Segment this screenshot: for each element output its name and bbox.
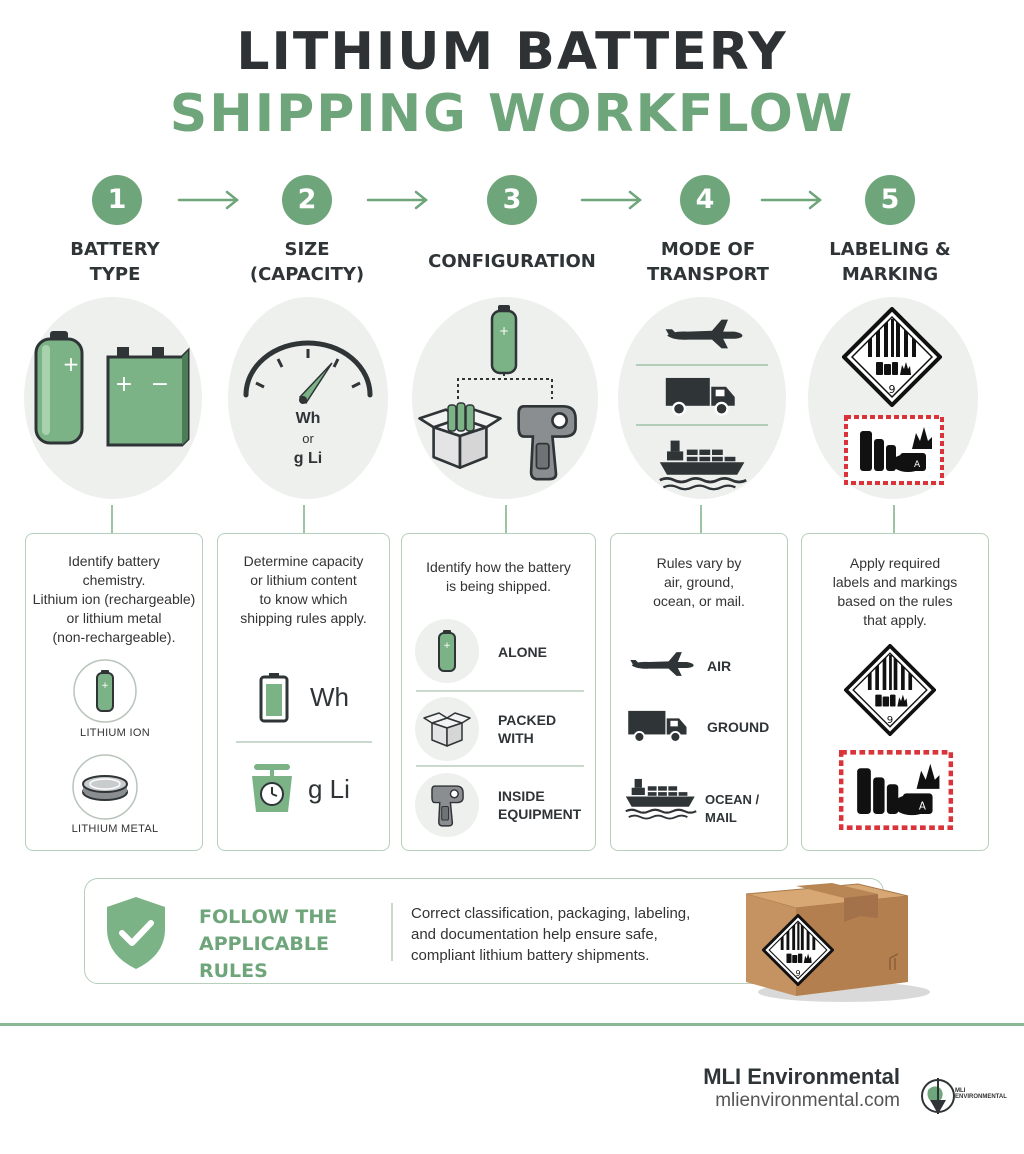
logo-text: MLI ENVIRONMENTAL: [955, 1088, 1007, 1100]
wh-unit: Wh: [310, 682, 349, 712]
step-4-number: 4: [680, 175, 730, 225]
connector-line: [700, 505, 702, 535]
inside-equipment-label: INSIDE EQUIPMENT: [498, 788, 582, 822]
step-4-title: MODE OF TRANSPORT: [647, 239, 769, 285]
hazard-labels-icon: [808, 297, 978, 499]
arrow-right-icon: [760, 188, 824, 212]
step-4-card: [610, 533, 788, 851]
lithium-ion-label: LITHIUM ION: [80, 727, 150, 739]
svg-text:−: −: [150, 372, 170, 397]
divider: [416, 690, 584, 692]
alone-label: ALONE: [498, 644, 547, 660]
svg-text:+: +: [62, 352, 80, 376]
banner-heading: FOLLOW THE APPLICABLE RULES: [199, 906, 338, 982]
page-subtitle: SHIPPING WORKFLOW: [169, 84, 855, 144]
lithium-battery-label-icon: [838, 750, 954, 830]
cylinder-cell-icon: [72, 658, 138, 724]
step-3-number: 3: [487, 175, 537, 225]
step-2-title: SIZE (CAPACITY): [249, 239, 365, 285]
company-name: MLI Environmental: [703, 1064, 900, 1089]
ground-label: GROUND: [707, 719, 770, 735]
g-li-unit: g Li: [308, 774, 350, 804]
step-1-number: 1: [92, 175, 142, 225]
drill-icon: [414, 772, 480, 838]
step-3-card: [401, 533, 596, 851]
scale-icon: [248, 762, 296, 814]
arrow-right-icon: [366, 188, 430, 212]
single-cell-icon: [414, 618, 480, 684]
ship-icon: [623, 776, 699, 820]
packed-with-label: PACKED WITH: [498, 712, 557, 746]
step-3-title: CONFIGURATION: [428, 251, 596, 272]
step-4-description: Rules vary by air, ground, ocean, or mail.: [653, 555, 745, 609]
step-1-description: Identify battery chemistry. Lithium ion (rechargeable) or lithium metal (non-rechargeable).: [32, 553, 196, 645]
truck-icon: [627, 708, 689, 746]
battery-level-icon: [258, 672, 290, 724]
connector-line: [303, 505, 305, 535]
air-label: AIR: [707, 658, 732, 674]
gauge-units: Wh or g Li: [293, 410, 323, 467]
ocean-mail-label: OCEAN / MAIL: [705, 792, 760, 825]
website-link[interactable]: mlienvironmental.com: [715, 1090, 900, 1111]
svg-text:+: +: [114, 372, 134, 397]
arrow-right-icon: [177, 188, 241, 212]
footer-divider: [0, 1023, 1024, 1026]
step-3-description: Identify how the battery is being shipped.: [426, 559, 571, 594]
shipping-box-icon: [740, 866, 940, 1006]
svg-text:+: +: [101, 681, 109, 691]
connector-line: [505, 505, 507, 535]
step-3-icon-circle: [412, 297, 598, 499]
svg-text:+: +: [443, 641, 451, 651]
divider: [236, 741, 372, 743]
divider: [416, 765, 584, 767]
open-box-icon: [414, 696, 480, 762]
step-2-description: Determine capacity or lithium content to know which shipping rules apply.: [240, 553, 367, 626]
step-1-icon-circle: [24, 297, 202, 499]
step-5-number: 5: [865, 175, 915, 225]
shield-check-icon: [103, 895, 169, 971]
configuration-icon: [412, 305, 598, 485]
step-5-description: Apply required labels and markings based on the rules that apply.: [832, 555, 958, 628]
page-title: LITHIUM BATTERY: [236, 22, 788, 82]
step-5-icon-circle: [808, 297, 978, 499]
step-2-number: 2: [282, 175, 332, 225]
airplane-icon: [629, 650, 695, 678]
transport-icon: [618, 297, 786, 499]
gauge-icon: [228, 345, 388, 415]
lithium-metal-label: LITHIUM METAL: [71, 823, 159, 835]
step-1-title: BATTERY TYPE: [70, 239, 160, 285]
step-4-icon-circle: [618, 297, 786, 499]
batteries-icon: [24, 331, 202, 451]
banner-text: Correct classification, packaging, labeling, and documentation help ensure safe, compliant lithium battery shipments.: [411, 905, 691, 964]
connector-line: [893, 505, 895, 535]
step-5-card: [801, 533, 989, 851]
svg-text:+: +: [498, 324, 510, 338]
connector-line: [111, 505, 113, 535]
step-1-card: [25, 533, 203, 851]
class-9-hazard-label-icon: [844, 644, 936, 736]
banner-divider: [391, 903, 393, 961]
arrow-right-icon: [580, 188, 644, 212]
step-2-icon-circle: [228, 297, 388, 499]
coin-cell-icon: [70, 754, 140, 820]
step-2-card: [217, 533, 390, 851]
step-5-title: LABELING & MARKING: [829, 239, 951, 285]
